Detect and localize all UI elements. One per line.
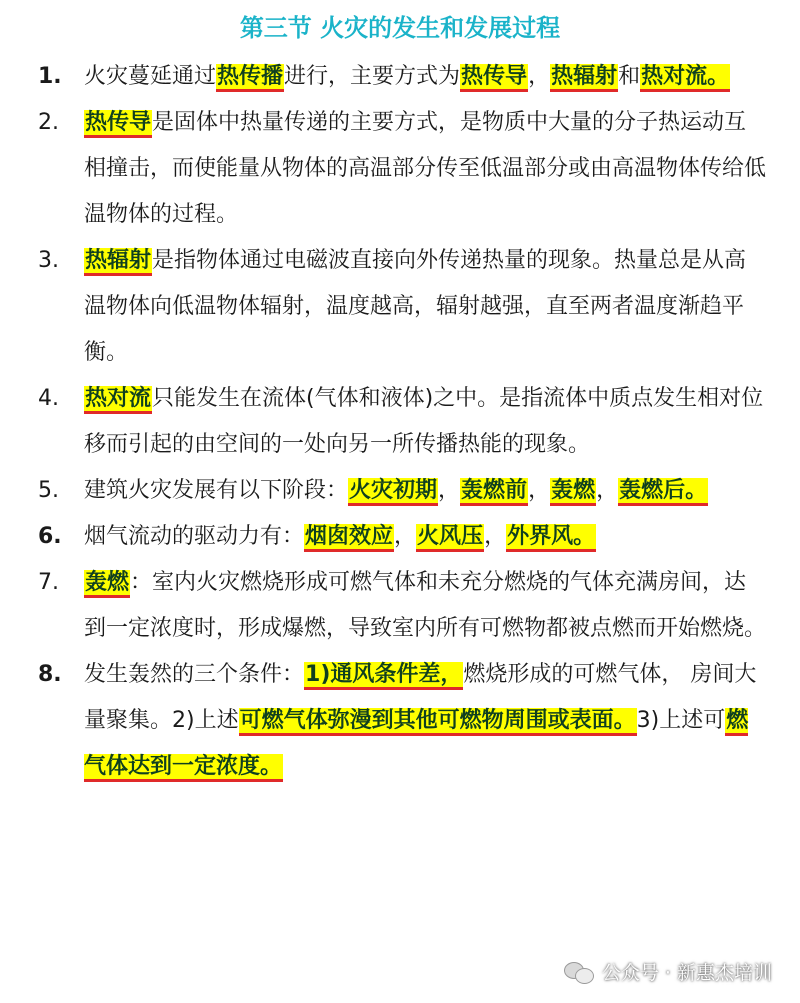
item-text: 是指物体通过电磁波直接向外传递热量的现象。热量总是从高温物体向低温物体辐射，温度越高，辐射越强，直至两者温度渐趋平衡。 bbox=[84, 248, 747, 365]
item-text: ， bbox=[394, 524, 417, 549]
item-text: ， bbox=[528, 478, 551, 503]
item-number: 6. bbox=[38, 524, 62, 549]
watermark-text: 公众号 · 新惠杰培训 bbox=[601, 962, 772, 984]
item-number: 1. bbox=[38, 64, 62, 89]
watermark bbox=[564, 958, 772, 985]
highlighted-term: 轰燃前 bbox=[460, 478, 528, 506]
highlighted-term: 火灾初期 bbox=[348, 478, 438, 506]
item-text: 进行，主要方式为 bbox=[284, 64, 461, 89]
highlighted-term: 1)通风条件差， bbox=[304, 662, 463, 690]
item-text: 3)上述可 bbox=[636, 708, 726, 733]
item-number: 5. bbox=[38, 478, 59, 503]
item-text: 是固体中热量传递的主要方式，是物质中大量的分子热运动互相撞击，而使能量从物体的高温部分传至低温部分或由高温物体传给低温物体的过程。 bbox=[84, 110, 767, 227]
item-text: ， bbox=[484, 524, 507, 549]
item-text: 火灾蔓延通过 bbox=[84, 64, 217, 89]
item-text: 建筑火灾发展有以下阶段： bbox=[84, 478, 349, 503]
item-text: 和 bbox=[618, 64, 641, 89]
highlighted-term: 烟囱效应 bbox=[304, 524, 394, 552]
list-item-4 bbox=[38, 376, 768, 468]
highlighted-term: 热对流 bbox=[84, 386, 152, 414]
highlighted-term: 热传播 bbox=[216, 64, 284, 92]
item-text: ：室内火灾燃烧形成可燃气体和未充分燃烧的气体充满房间，达到一定浓度时，形成爆燃，导致室内所有可燃物都被点燃而开始燃烧。 bbox=[84, 570, 767, 641]
item-number: 7. bbox=[38, 570, 59, 595]
list-item-3 bbox=[38, 238, 768, 376]
highlighted-term: 热传导 bbox=[84, 110, 152, 138]
item-number: 4. bbox=[38, 386, 59, 411]
highlighted-term: 燃气体达到一定浓度。 bbox=[84, 708, 748, 782]
item-text: 燃烧形成的可燃气体， 房间大量聚集。2)上述 bbox=[84, 662, 757, 733]
highlighted-term: 轰燃 bbox=[84, 570, 130, 598]
page-title: 第三节 火灾的发生和发展过程 bbox=[239, 14, 561, 42]
highlighted-term: 火风压 bbox=[416, 524, 484, 552]
item-number: 3. bbox=[38, 248, 59, 273]
list-item-2 bbox=[38, 100, 768, 238]
list-item-8 bbox=[38, 652, 768, 790]
item-text: ， bbox=[438, 478, 461, 503]
item-text: ， bbox=[528, 64, 551, 89]
wechat-icon bbox=[564, 960, 594, 984]
highlighted-term: 热辐射 bbox=[84, 248, 152, 276]
item-text: 发生轰然的三个条件： bbox=[84, 662, 305, 687]
item-number: 2. bbox=[38, 110, 59, 135]
item-text: ， bbox=[596, 478, 619, 503]
item-text: 烟气流动的驱动力有： bbox=[84, 524, 305, 549]
item-text: 只能发生在流体(气体和液体)之中。是指流体中质点发生相对位移而引起的由空间的一处向另一所传播热能的现象。 bbox=[84, 386, 764, 457]
highlighted-term: 热对流。 bbox=[640, 64, 730, 92]
list-item-1 bbox=[38, 54, 768, 100]
highlighted-term: 可燃气体弥漫到其他可燃物周围或表面。 bbox=[239, 708, 637, 736]
highlighted-term: 热传导 bbox=[460, 64, 528, 92]
list-item-5 bbox=[38, 468, 768, 514]
highlighted-term: 外界风。 bbox=[506, 524, 596, 552]
highlighted-term: 热辐射 bbox=[550, 64, 618, 92]
highlighted-term: 轰燃 bbox=[550, 478, 596, 506]
highlighted-term: 轰燃后。 bbox=[618, 478, 708, 506]
list-item-6 bbox=[38, 514, 768, 560]
item-number: 8. bbox=[38, 662, 62, 687]
list-item-7 bbox=[38, 560, 768, 652]
content-list bbox=[38, 54, 768, 790]
